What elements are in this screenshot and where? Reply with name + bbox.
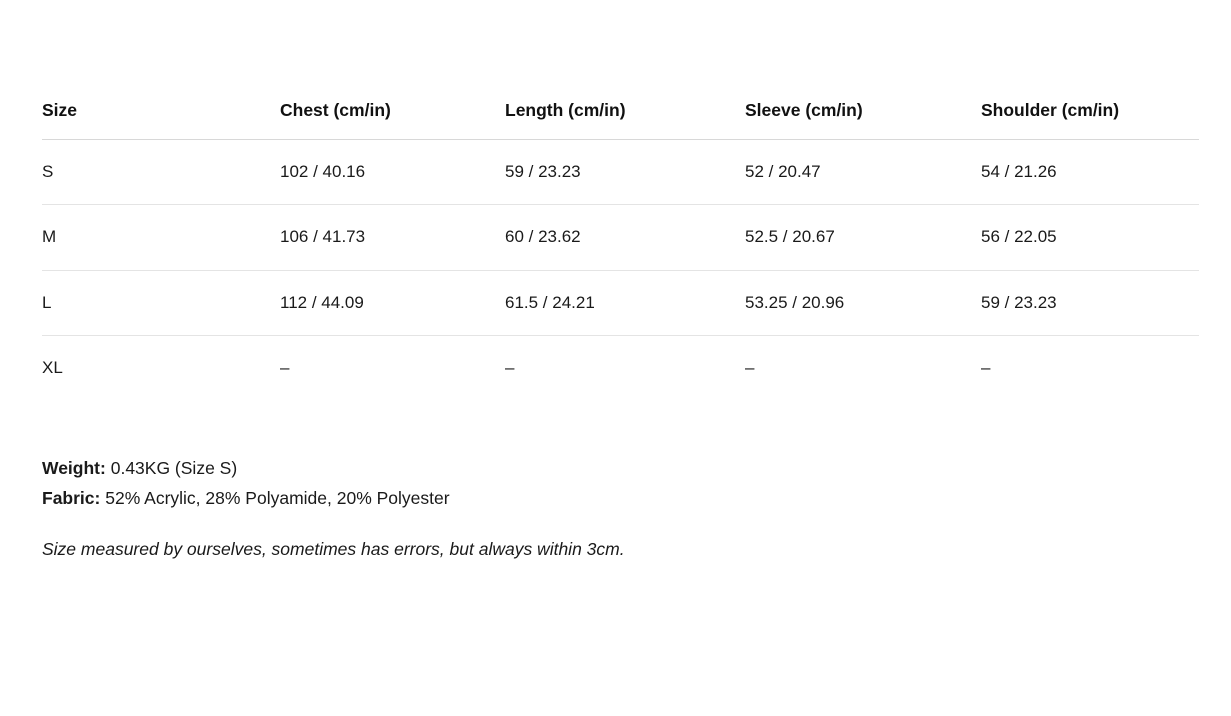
fabric-value: 52% Acrylic, 28% Polyamide, 20% Polyester xyxy=(105,487,450,508)
table-row xyxy=(42,270,1199,335)
cell-length: 59 / 23.23 xyxy=(505,140,745,205)
table-row xyxy=(42,140,1199,205)
weight-label: Weight: xyxy=(42,457,106,478)
table-row xyxy=(42,336,1199,401)
weight-value: 0.43KG (Size S) xyxy=(110,457,238,478)
cell-size: L xyxy=(42,270,280,335)
cell-sleeve: – xyxy=(745,358,755,378)
table-header-row xyxy=(42,100,1199,140)
table-row xyxy=(42,205,1199,270)
cell-sleeve: 52.5 / 20.67 xyxy=(745,205,981,270)
column-header-shoulder: Shoulder (cm/in) xyxy=(981,100,1199,140)
cell-chest: 102 / 40.16 xyxy=(280,140,505,205)
cell-sleeve: 53.25 / 20.96 xyxy=(745,270,981,335)
cell-size: M xyxy=(42,205,280,270)
cell-length: – xyxy=(505,358,515,378)
column-header-chest: Chest (cm/in) xyxy=(280,100,505,140)
cell-chest: 106 / 41.73 xyxy=(280,205,505,270)
measurement-note: Size measured by ourselves, sometimes has errors, but always within 3cm. xyxy=(42,538,625,559)
cell-shoulder: 59 / 23.23 xyxy=(981,270,1199,335)
cell-sleeve: 52 / 20.47 xyxy=(745,140,981,205)
cell-length: 60 / 23.62 xyxy=(505,205,745,270)
column-header-length: Length (cm/in) xyxy=(505,100,745,140)
fabric-line xyxy=(42,483,1189,513)
weight-line xyxy=(42,453,1189,483)
cell-shoulder: – xyxy=(981,358,991,378)
cell-size: S xyxy=(42,140,280,205)
size-chart-table xyxy=(42,100,1199,401)
cell-length: 61.5 / 24.21 xyxy=(505,270,745,335)
column-header-size: Size xyxy=(42,100,280,140)
cell-chest: 112 / 44.09 xyxy=(280,270,505,335)
product-details xyxy=(42,453,1189,513)
cell-chest: – xyxy=(280,358,290,378)
cell-shoulder: 54 / 21.26 xyxy=(981,140,1199,205)
cell-shoulder: 56 / 22.05 xyxy=(981,205,1199,270)
cell-size: XL xyxy=(42,358,63,378)
fabric-label: Fabric: xyxy=(42,487,101,508)
column-header-sleeve: Sleeve (cm/in) xyxy=(745,100,981,140)
